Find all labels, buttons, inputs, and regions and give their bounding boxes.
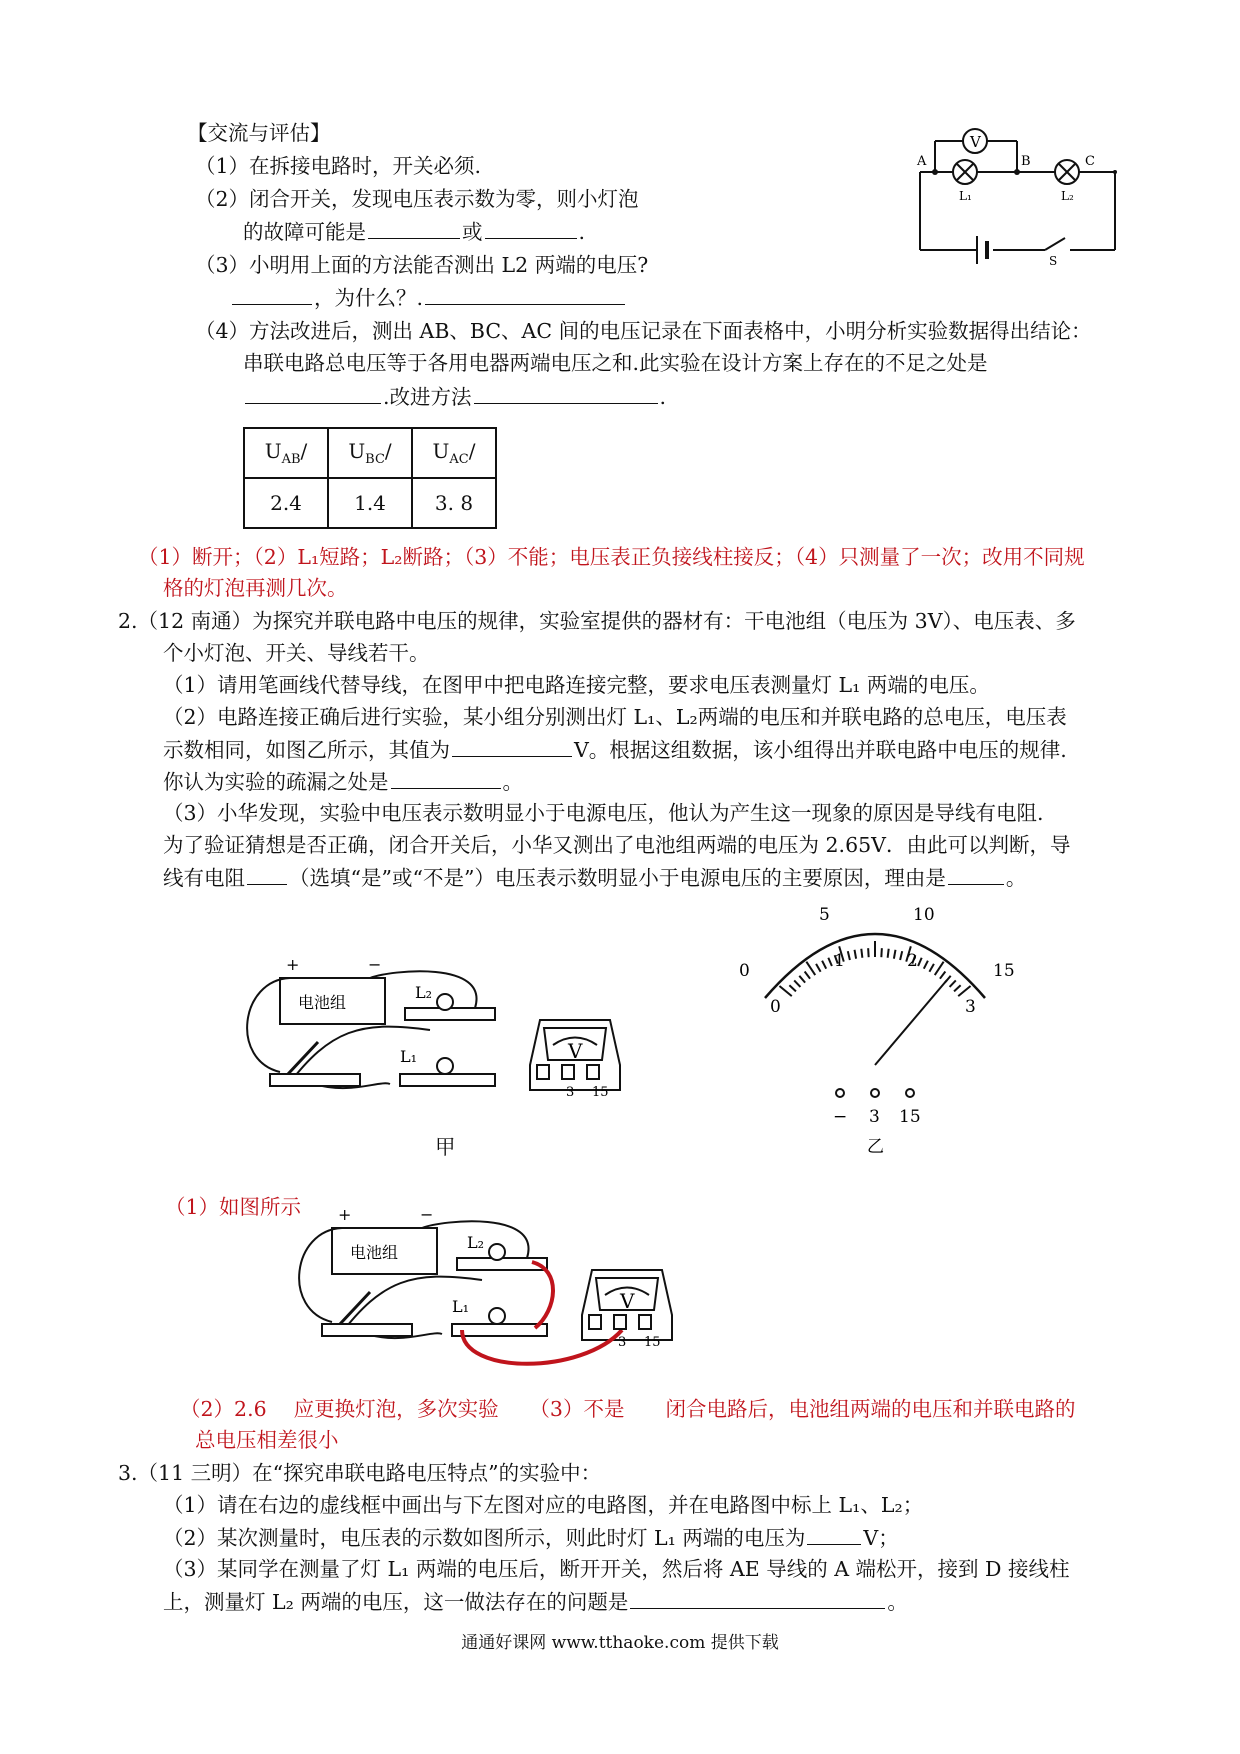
q3-line4: （3）某同学在测量了灯 L₁ 两端的电压后，断开开关，然后将 AE 导线的 A 端松开，接到 D 接线柱: [163, 1557, 1070, 1581]
answer-blank: [807, 1522, 861, 1545]
terminal-15-label: 15: [644, 1335, 661, 1350]
q1-item-1: （1）在拆接电路时，开关必须.: [195, 154, 482, 178]
terminal-3-label: 3: [618, 1335, 627, 1350]
terminal-minus: −: [833, 1107, 848, 1127]
l1-label: L₁: [452, 1297, 470, 1316]
plus-label: +: [286, 955, 300, 974]
node-b-label: B: [1021, 154, 1031, 169]
answer2-line1: （2）2.6 应更换灯泡，多次实验 （3）不是 闭合电路后，电池组两端的电压和并联电路的: [180, 1397, 1076, 1421]
l1-label: L₁: [400, 1047, 418, 1066]
answer-blank: [474, 381, 658, 404]
answer-blank: [245, 381, 381, 404]
dial-label-5: 5: [819, 905, 830, 925]
q1-item-4: （4）方法改进后，测出 AB、BC、AC 间的电压记录在下面表格中，小明分析实验数据得出结论：: [195, 319, 1092, 343]
answer-circuit-figure: [292, 1200, 712, 1385]
dial-tick: [940, 972, 945, 979]
q3-line2: （1）请在右边的虚线框中画出与下左图对应的电路图，并在电路图中标上 L₁、L₂；: [163, 1493, 924, 1517]
terminal-3-label: 3: [566, 1085, 575, 1100]
table-cell: 3. 8: [412, 478, 496, 528]
q2-line2: 个小灯泡、开关、导线若干。: [163, 641, 430, 665]
dial-tick: [900, 951, 902, 960]
q1-item-3-cont: ，为什么？.: [230, 282, 627, 313]
voltmeter-label: V: [970, 133, 981, 151]
battery-label: 电池组: [298, 993, 347, 1012]
dial-tick: [868, 948, 869, 957]
answer2-label: （1）如图所示: [165, 1195, 302, 1219]
table-header-ubc: $U_{BC}/$: [328, 428, 412, 478]
page-footer: 通通好课网 www.tthaoke.com 提供下载: [461, 1633, 779, 1653]
series-circuit-diagram: [915, 120, 1125, 270]
voltmeter-label: V: [568, 1039, 583, 1063]
dial-tick: [894, 950, 896, 959]
l2-label: L₂: [1061, 189, 1074, 203]
voltmeter-label: V: [620, 1289, 635, 1313]
dial-tick: [861, 949, 862, 958]
bulb-l2-icon: [489, 1244, 505, 1260]
q2-line9: 线有电阻 （选填“是”或“不是”）电压表示数明显小于电源电压的主要原因，理由是 。: [163, 862, 1026, 893]
q3-line5: 上，测量灯 L₂ 两端的电压，这一做法存在的问题是 。: [163, 1586, 908, 1617]
q2-line8: 为了验证猜想是否正确，闭合开关后，小华又测出了电池组两端的电压为 2.65V．由此可以判断，导: [163, 833, 1071, 857]
section-title: 【交流与评估】: [187, 121, 331, 145]
l2-label: L₂: [415, 983, 433, 1002]
answer2-line2: 总电压相差很小: [195, 1428, 339, 1452]
minus-label: −: [368, 955, 382, 974]
figure-yi-dial: [735, 900, 1035, 1160]
dial-tick: [828, 958, 832, 966]
dial-tick: [805, 972, 810, 979]
dial-inner-1: 1: [834, 951, 845, 971]
bulb-l2-icon: [437, 994, 453, 1010]
dial-tick: [924, 961, 928, 969]
figure-jia-circuit: [240, 950, 660, 1150]
dial-tick: [935, 962, 944, 975]
dial-tick: [954, 985, 961, 991]
q1-item-2-cont: 的故障可能是 或 .: [243, 216, 585, 247]
dial-label-10: 10: [913, 905, 935, 925]
dial-tick: [855, 950, 857, 959]
answer-blank: [485, 216, 577, 239]
q2-line4: （2）电路连接正确后进行实验，某小组分别测出灯 L₁、L₂两端的电压和并联电路的总电压，电压表: [163, 705, 1067, 729]
l2-label: L₂: [467, 1233, 485, 1252]
answer1-line1: （1）断开；（2）L₁短路；L₂断路；（3）不能；电压表正负接线柱接反；（4）只测量了一次；改用不同规: [138, 545, 1085, 569]
dial-inner-right: 3: [965, 997, 976, 1017]
plus-label: +: [338, 1205, 352, 1224]
figure-yi-caption: 乙: [867, 1137, 884, 1157]
table-header-uab: $U_{AB}/$: [244, 428, 328, 478]
q1-item-3: （3）小明用上面的方法能否测出 L2 两端的电压?: [195, 253, 649, 277]
dial-tick: [881, 948, 882, 957]
terminal-15-label: 15: [592, 1085, 609, 1100]
node-c-label: C: [1085, 154, 1095, 169]
table-header-row: [244, 428, 496, 478]
bulb-l1-icon: [437, 1058, 453, 1074]
q3-line3: （2）某次测量时，电压表的示数如图所示，则此时灯 L₁ 两端的电压为 V；: [163, 1522, 899, 1553]
figure-jia-caption: 甲: [435, 1135, 456, 1159]
node-a-label: A: [917, 154, 927, 169]
dial-tick: [799, 976, 805, 983]
voltage-table: [243, 427, 497, 529]
dial-tick: [958, 986, 970, 996]
switch-label: S: [1049, 254, 1058, 268]
terminal-15: 15: [899, 1107, 921, 1127]
q2-line3: （1）请用笔画线代替导线，在图甲中把电路连接完整，要求电压表测量灯 L₁ 两端的电压。: [163, 673, 990, 697]
answer1-line2: 格的灯泡再测几次。: [163, 576, 348, 600]
dial-tick: [918, 958, 922, 966]
q2-line1: 2.（12 南通）为探究并联电路中电压的规律，实验室提供的器材有：干电池组（电压为 3V）、电压表、多: [118, 609, 1076, 633]
terminal-3: 3: [869, 1107, 880, 1127]
dial-outer-left: 0: [739, 961, 750, 981]
l1-label: L₁: [959, 189, 972, 203]
answer-blank: [452, 734, 572, 757]
q1-item-4-cont2: .改进方法 .: [243, 381, 666, 412]
dial-tick: [950, 980, 956, 987]
answer-blank: [948, 862, 1004, 885]
answer-blank: [630, 1586, 885, 1609]
answer-blank: [391, 766, 501, 789]
bulb-l1-icon: [489, 1308, 505, 1324]
dial-tick: [929, 964, 934, 972]
dial-inner-2: 2: [907, 951, 918, 971]
q2-line5: 示数相同，如图乙所示，其值为 V。根据这组数据，该小组得出并联电路中电压的规律.: [163, 734, 1067, 765]
dial-needle: [875, 980, 947, 1065]
table-cell: 1.4: [328, 478, 412, 528]
dial-tick: [816, 964, 821, 972]
dial-tick: [789, 985, 796, 991]
table-cell: 2.4: [244, 478, 328, 528]
q1-item-4-cont: 串联电路总电压等于各用电器两端电压之和.此实验在设计方案上存在的不足之处是: [243, 351, 988, 375]
dial-tick: [848, 951, 850, 960]
dial-tick: [794, 980, 800, 987]
battery-label: 电池组: [350, 1243, 399, 1262]
dial-inner-left: 0: [770, 997, 781, 1017]
table-row: [244, 478, 496, 528]
dial-tick: [779, 986, 791, 996]
dial-tick: [806, 962, 815, 975]
answer-blank: [247, 862, 287, 885]
minus-label: −: [420, 1205, 434, 1224]
dial-tick: [888, 949, 889, 958]
answer-blank: [232, 282, 312, 305]
answer-blank: [368, 216, 460, 239]
dial-outer-right: 15: [993, 961, 1015, 981]
q2-line7: （3）小华发现，实验中电压表示数明显小于电源电压，他认为产生这一现象的原因是导线有电阻.: [163, 801, 1044, 825]
q3-line1: 3.（11 三明）在“探究串联电路电压特点”的实验中：: [118, 1461, 602, 1485]
q1-item-2: （2）闭合开关，发现电压表示数为零，则小灯泡: [195, 187, 639, 211]
answer-blank: [425, 282, 625, 305]
q2-line6: 你认为实验的疏漏之处是 。: [163, 766, 523, 797]
table-header-uac: $U_{AC}/$: [412, 428, 496, 478]
dial-tick: [822, 961, 826, 969]
